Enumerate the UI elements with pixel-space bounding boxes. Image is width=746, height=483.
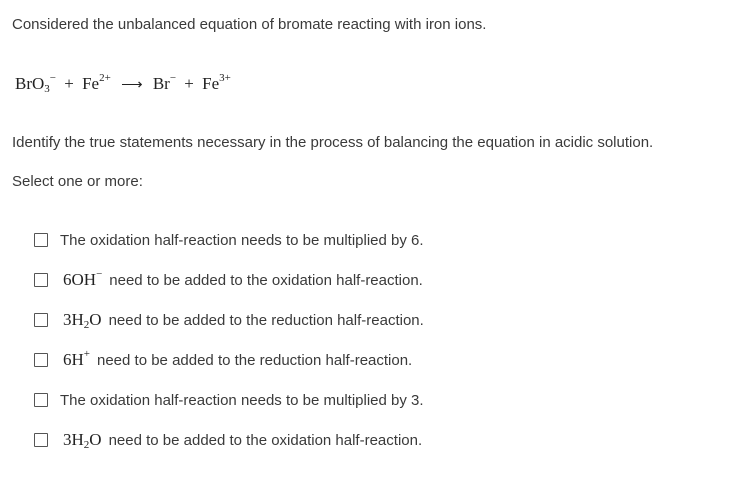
hydrogen-ion-formula: 6H+ <box>63 348 90 369</box>
reactant-iron: $Fe^{2+}$ <box>82 72 111 93</box>
water-formula: $3H_2O$ <box>63 429 102 451</box>
checkbox[interactable] <box>34 273 48 287</box>
option-label: $3H_2O$ need to be added to the oxidation half-reaction. <box>63 429 423 451</box>
answer-option-1[interactable] <box>34 220 424 260</box>
reactant-bromate: BrO$_3$− <box>15 72 56 95</box>
option-label: 6OH− need to be added to the oxidation half-reaction. <box>63 268 423 289</box>
product-iron: $Fe^{3+}$ <box>202 72 231 93</box>
answer-options <box>34 220 424 460</box>
option-label: $3H_2O$ need to be added to the reduction half-reaction. <box>63 309 424 331</box>
reaction-arrow: ⟶ <box>121 77 143 93</box>
water-formula: $3H_2O$ <box>63 309 102 331</box>
hydroxide-formula: 6OH− <box>63 268 103 289</box>
checkbox[interactable] <box>34 313 48 327</box>
question-intro: Considered the unbalanced equation of bromate reacting with iron ions. <box>12 16 487 33</box>
answer-option-3[interactable] <box>34 300 424 340</box>
option-label: The oxidation half-reaction needs to be multiplied by 6. <box>60 231 424 249</box>
select-hint: Select one or more: <box>12 173 143 190</box>
answer-option-6[interactable] <box>34 420 424 460</box>
chemical-equation <box>15 74 231 95</box>
checkbox[interactable] <box>34 353 48 367</box>
answer-option-2[interactable] <box>34 260 424 300</box>
plus-sign: + <box>64 74 74 93</box>
checkbox[interactable] <box>34 233 48 247</box>
option-label: 6H+ need to be added to the reduction half-reaction. <box>63 348 413 369</box>
question-text: Identify the true statements necessary in the process of balancing the equation in acidic solution. <box>12 134 654 151</box>
checkbox[interactable] <box>34 393 48 407</box>
option-label: The oxidation half-reaction needs to be multiplied by 3. <box>60 391 424 409</box>
answer-option-5[interactable] <box>34 380 424 420</box>
checkbox[interactable] <box>34 433 48 447</box>
product-bromide: Br− <box>152 72 177 93</box>
plus-sign: + <box>184 74 194 93</box>
answer-option-4[interactable] <box>34 340 424 380</box>
